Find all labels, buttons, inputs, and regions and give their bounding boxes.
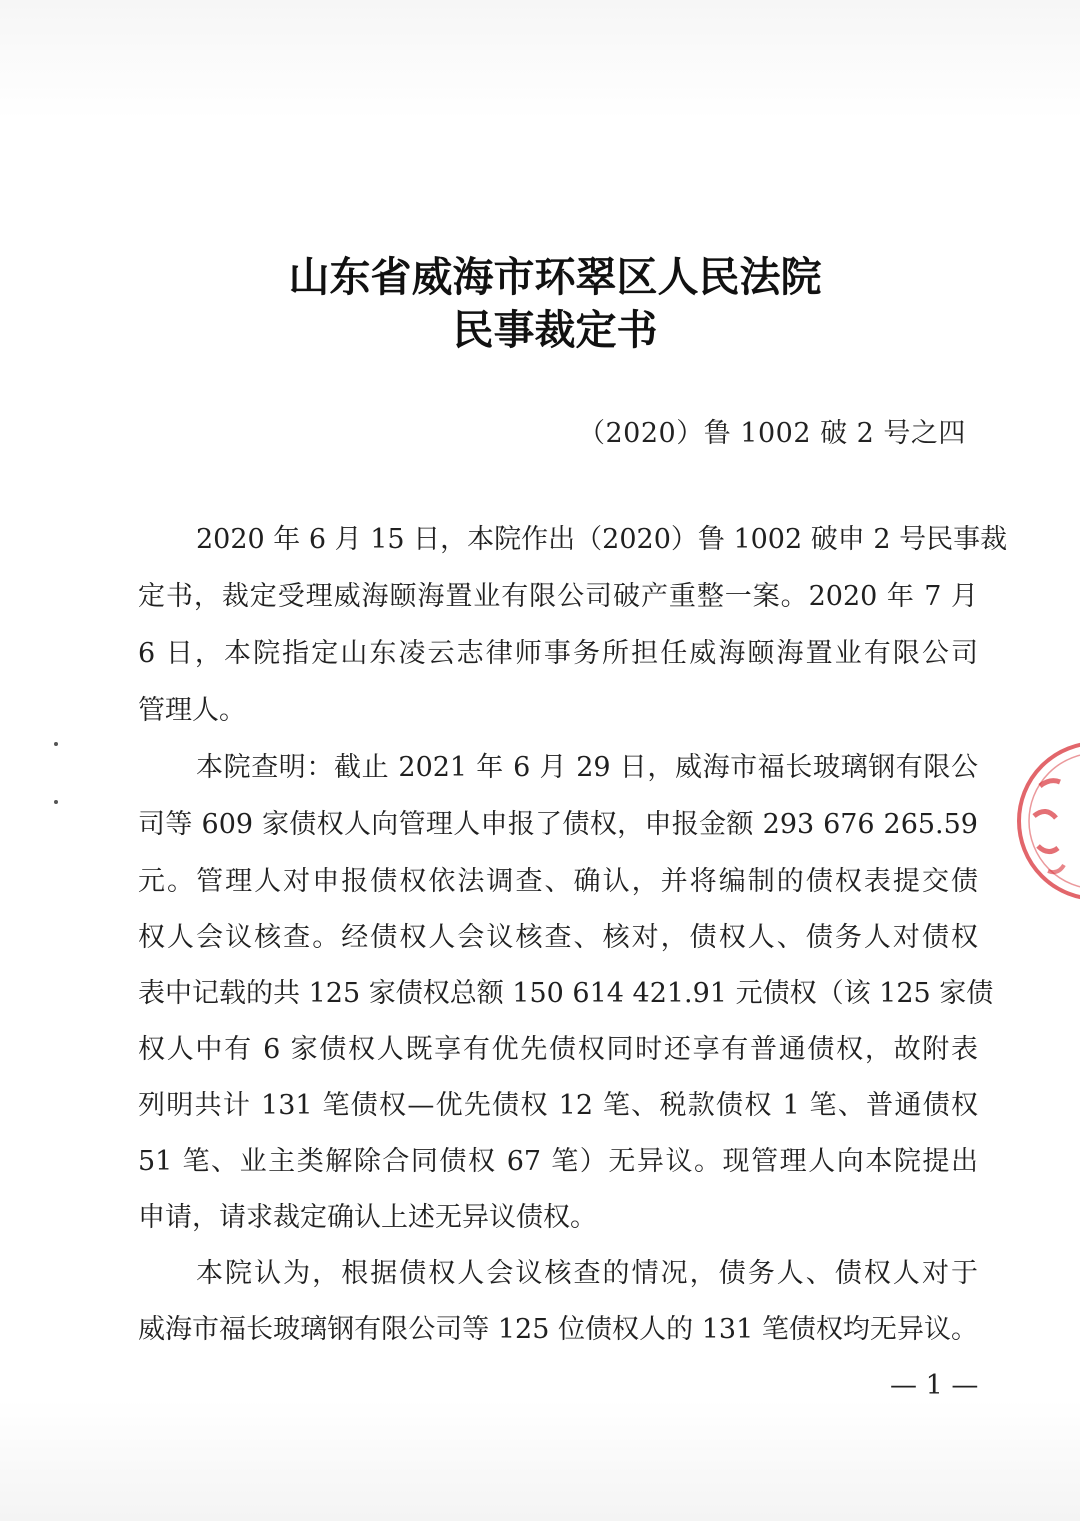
body-line: 定书，裁定受理威海颐海置业有限公司破产重整一案。2020 年 7 月 <box>138 581 978 612</box>
body-line: 申请，请求裁定确认上述无异议债权。 <box>138 1202 597 1233</box>
court-seal-stamp <box>1012 736 1080 906</box>
body-line: 管理人。 <box>138 695 246 726</box>
body-line: 元。管理人对申报债权依法调查、确认，并将编制的债权表提交债 <box>138 866 978 897</box>
document-type-heading: 民事裁定书 <box>452 306 658 354</box>
body-line: 表中记载的共 125 家债权总额 150 614 421.91 元债权（该 125 家债 <box>138 978 994 1009</box>
body-line: 51 笔、业主类解除合同债权 67 笔）无异议。现管理人向本院提出 <box>138 1146 978 1177</box>
body-line: 权人中有 6 家债权人既享有优先债权同时还享有普通债权，故附表 <box>138 1034 978 1065</box>
body-line: 本院查明：截止 2021 年 6 月 29 日，威海市福长玻璃钢有限公 <box>196 752 978 783</box>
body-line: 司等 609 家债权人向管理人申报了债权，申报金额 293 676 265.59 <box>138 809 978 840</box>
court-name-heading: 山东省威海市环翠区人民法院 <box>288 253 822 301</box>
body-line: 威海市福长玻璃钢有限公司等 125 位债权人的 131 笔债权均无异议。 <box>138 1314 978 1345</box>
scan-speck <box>54 742 58 746</box>
scan-speck <box>54 800 58 804</box>
body-line: 权人会议核查。经债权人会议核查、核对，债权人、债务人对债权 <box>138 922 978 953</box>
page-number: — 1 — <box>890 1370 979 1401</box>
case-number: （2020）鲁 1002 破 2 号之四 <box>578 418 966 449</box>
body-line: 本院认为，根据债权人会议核查的情况，债务人、债权人对于 <box>196 1258 978 1289</box>
body-line: 2020 年 6 月 15 日，本院作出（2020）鲁 1002 破申 2 号民事裁 <box>196 524 1008 555</box>
body-line: 6 日，本院指定山东凌云志律师事务所担任威海颐海置业有限公司 <box>138 638 978 669</box>
body-line: 列明共计 131 笔债权—优先债权 12 笔、税款债权 1 笔、普通债权 <box>138 1090 978 1121</box>
